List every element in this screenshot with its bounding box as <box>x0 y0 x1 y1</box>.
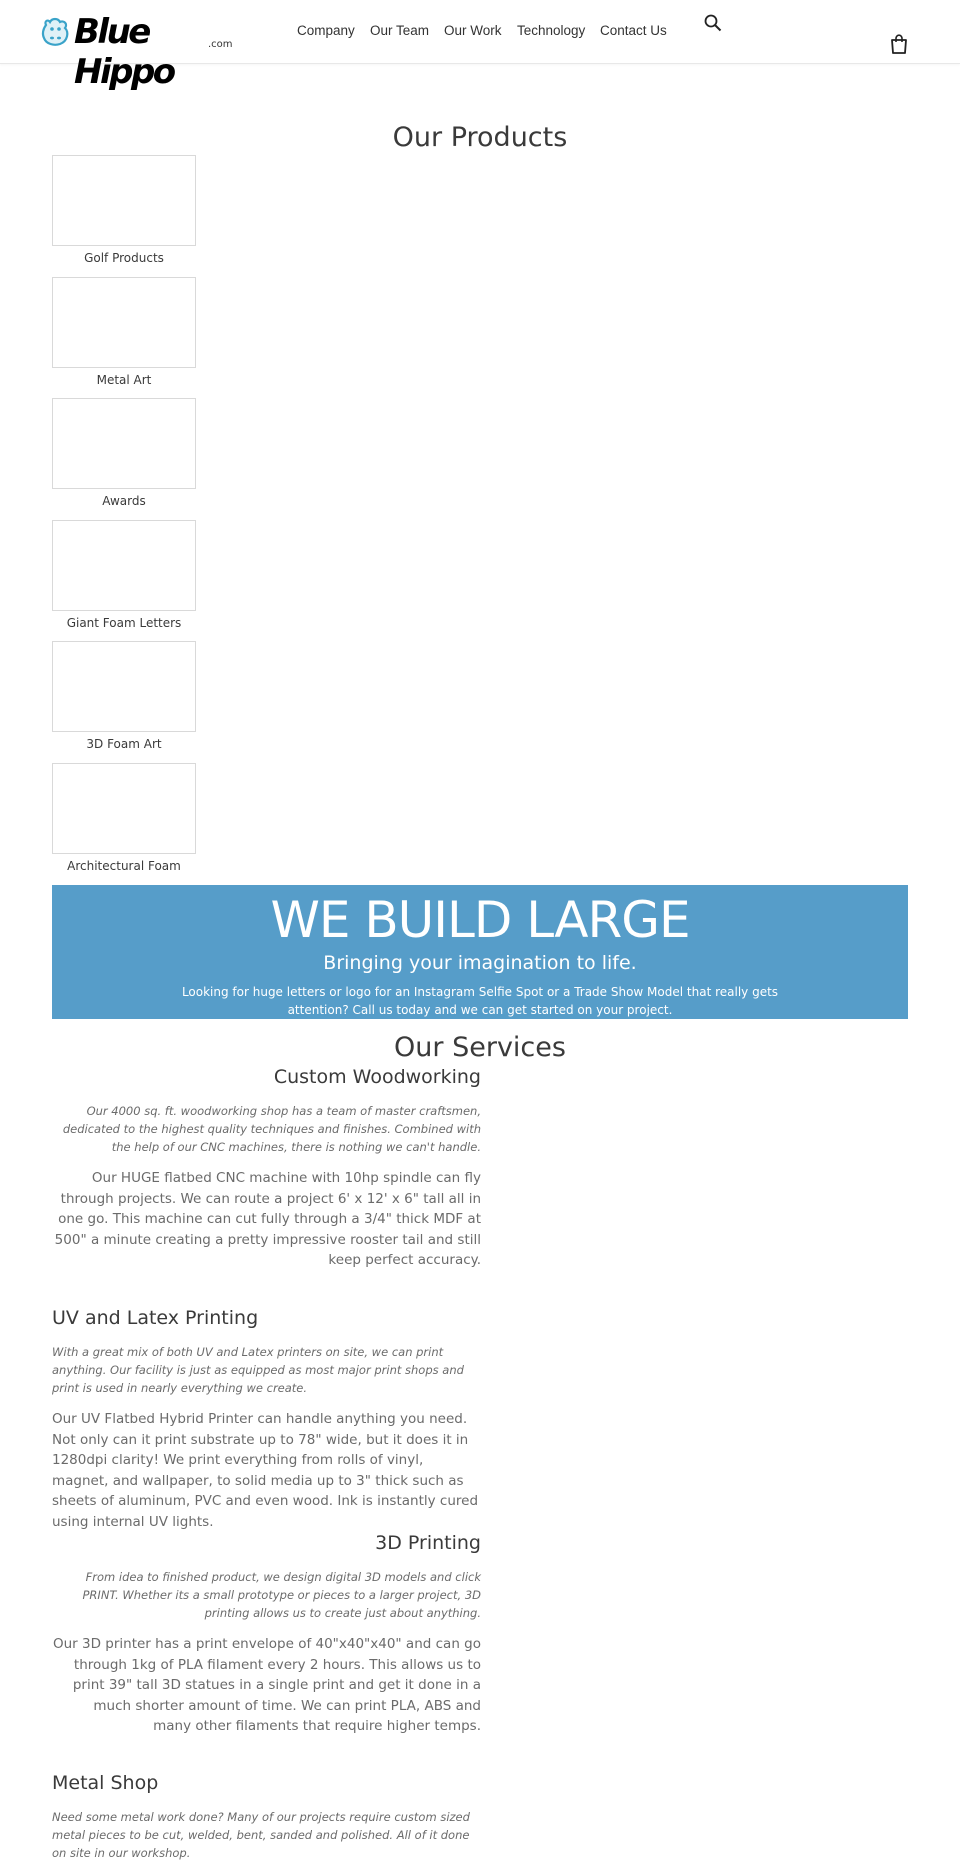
service-3d-printing <box>52 1530 481 1737</box>
banner-body: Looking for huge letters or logo for an Instagram Selfie Spot or a Trade Show Model that really gets attention? Call us today and we can get started on your project. <box>181 985 779 1017</box>
product-thumbnail[interactable] <box>52 277 196 368</box>
service-custom-woodworking <box>52 1064 481 1271</box>
service-lead: With a great mix of both UV and Latex printers on site, we can print anything. Our facility is just as equipped as most major print shops and print is used in nearly everything we create. <box>52 1345 464 1395</box>
product-thumbnail[interactable] <box>52 641 196 732</box>
nav-our-team[interactable]: Our Team <box>370 23 430 38</box>
service-lead: From idea to finished product, we design digital 3D models and click PRINT. Whether its a small prototype or pieces to a larger project, 3D printing allows us to create just about anything. <box>82 1570 481 1620</box>
service-body: Our 3D printer has a print envelope of 40"x40"x40" and can go through 1kg of PLA filament every 2 hours. This allows us to print 39" tall 3D statues in a single print and get it done in a much shorter amount of time. We can print PLA, ABS and many other filaments that require higher temps. <box>52 1636 481 1734</box>
product-thumbnail[interactable] <box>52 155 196 246</box>
nav-our-work[interactable]: Our Work <box>444 23 502 38</box>
product-architectural-foam[interactable] <box>52 763 196 873</box>
nav-contact-us[interactable]: Contact Us <box>600 23 667 38</box>
services-title: Our Services <box>394 1032 566 1063</box>
cart-icon <box>890 34 908 54</box>
product-label[interactable]: Metal Art <box>96 373 152 387</box>
product-label[interactable]: Giant Foam Letters <box>66 616 182 630</box>
product-label[interactable]: Awards <box>102 494 146 508</box>
service-body: Our UV Flatbed Hybrid Printer can handle anything you need. Not only can it print substrate up to 78" wide, but it does it in 1280dpi clarity! We print everything from rolls of vinyl, magnet, and wallpaper, to solid media up to 3" thick such as sheets of aluminum, PVC and even wood. Ink is instantly cured using internal UV lights. <box>52 1411 479 1530</box>
product-awards[interactable] <box>52 398 196 508</box>
service-lead: Our 4000 sq. ft. woodworking shop has a team of master craftsmen, dedicated to the highest quality techniques and finishes. Combined with the help of our CNC machines, there is nothing we can't handle. <box>62 1104 481 1154</box>
service-lead: Need some metal work done? Many of our projects require custom sized metal pieces to be cut, welded, bent, sanded and polished. All of it done on site in our workshop. <box>52 1810 470 1860</box>
products-title: Our Products <box>392 122 568 153</box>
service-title: Custom Woodworking <box>273 1066 481 1088</box>
product-thumbnail[interactable] <box>52 763 196 854</box>
logo-wordmark: Blue Hippo <box>74 12 174 92</box>
product-label[interactable]: Architectural Foam <box>67 859 181 873</box>
product-thumbnail[interactable] <box>52 520 196 611</box>
nav-technology[interactable]: Technology <box>517 23 586 38</box>
site-header <box>0 0 960 92</box>
search-button[interactable] <box>704 14 722 34</box>
product-label[interactable]: 3D Foam Art <box>86 737 162 751</box>
product-3d-foam-art[interactable] <box>52 641 196 751</box>
site-logo[interactable] <box>40 12 233 92</box>
product-metal-art[interactable] <box>52 277 196 387</box>
service-uv-latex-printing <box>52 1305 481 1532</box>
logo-suffix: .com <box>208 39 233 50</box>
product-giant-foam-letters[interactable] <box>52 520 196 630</box>
service-title: UV and Latex Printing <box>52 1307 259 1329</box>
service-title: Metal Shop <box>52 1772 159 1794</box>
product-golf[interactable] <box>52 155 196 265</box>
service-body: Our HUGE flatbed CNC machine with 10hp spindle can fly through projects. We can route a project 6' x 12' x 6" tall all in one go. This machine can cut fully through a 3/4" thick MDF at 500" a minute creating a pretty impressive rooster tail and still keep perfect accuracy. <box>54 1170 481 1268</box>
service-title: 3D Printing <box>375 1532 481 1554</box>
product-thumbnail[interactable] <box>52 398 196 489</box>
hero-banner <box>52 885 908 1019</box>
banner-subhead: Bringing your imagination to life. <box>323 952 637 974</box>
product-label[interactable]: Golf Products <box>84 251 164 265</box>
hippo-icon <box>40 15 72 49</box>
banner-headline: WE BUILD LARGE <box>270 891 690 949</box>
cart-button[interactable] <box>890 34 908 54</box>
nav-company[interactable]: Company <box>297 23 355 38</box>
service-metal-shop <box>52 1770 481 1862</box>
search-icon <box>704 14 722 32</box>
